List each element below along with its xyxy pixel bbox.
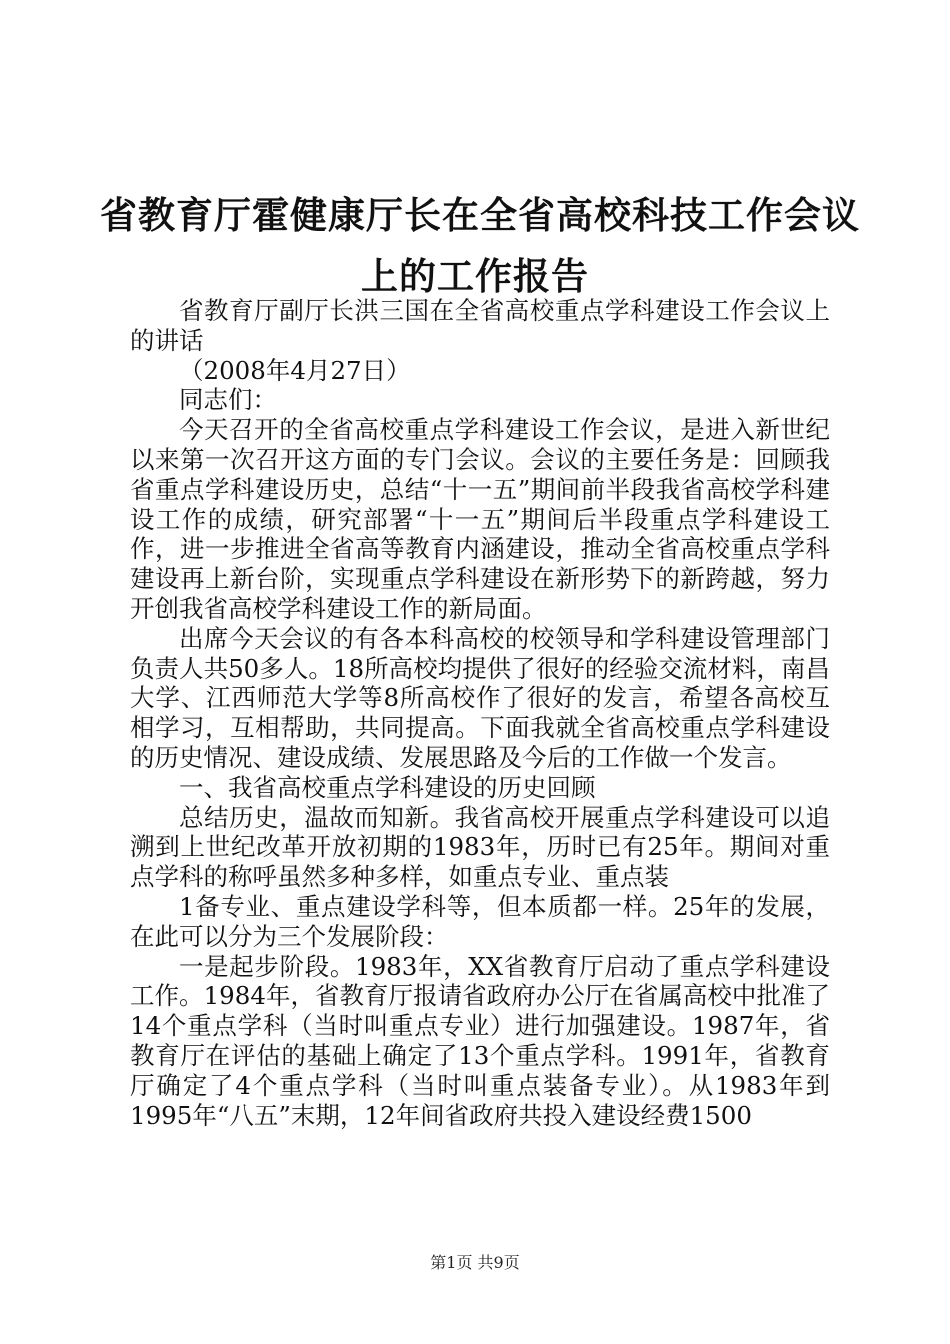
speech-date: （2008年4月27日） [179, 355, 411, 385]
document-body [130, 296, 830, 1130]
body-paragraph: 总结历史，温故而知新。我省高校开展重点学科建设可以追溯到上世纪改革开放初期的1983年，历时已有25年。期间对重点学科的称呼虽然多种多样，如重点专业、重点装 [130, 802, 830, 892]
speech-heading: 省教育厅副厅长洪三国在全省高校重点学科建设工作会议上的讲话 [130, 296, 830, 355]
document-title-line-1: 省教育厅霍健康厅长在全省高校科技工作会议 [100, 193, 860, 237]
body-paragraph: 出席今天会议的有各本科高校的校领导和学科建设管理部门负责人共50多人。18所高校均提供了很好的经验交流材料，南昌大学、江西师范大学等8所高校作了很好的发言，希望各高校互相学习，互相帮助，共同提高。下面我就全省高校重点学科建设的历史情况、建设成绩、发展思路及今后的工作做一个发言。 [130, 623, 830, 772]
body-paragraph: 一是起步阶段。1983年，XX省教育厅启动了重点学科建设工作。1984年，省教育厅报请省政府办公厅在省属高校中批准了14个重点学科（当时叫重点专业）进行加强建设。1987年，省教育厅在评估的基础上确定了13个重点学科。1991年，省教育厅确定了4个重点学科（当时叫重点装备专业）。从1983年到1995年“八五”末期，12年间省政府共投入建设经费1500 [130, 951, 830, 1130]
body-paragraph: 1备专业、重点建设学科等，但本质都一样。25年的发展，在此可以分为三个发展阶段： [130, 891, 830, 951]
document-title-line-2: 上的工作报告 [361, 254, 589, 298]
body-paragraph: 今天召开的全省高校重点学科建设工作会议，是进入新世纪以来第一次召开这方面的专门会议。会议的主要任务是：回顾我省重点学科建设历史，总结“十一五”期间前半段我省高校学科建设工作的成绩，研究部署“十一五”期间后半段重点学科建设工作，进一步推进全省高等教育内涵建设，推动全省高校重点学科建设再上新台阶，实现重点学科建设在新形势下的新跨越，努力开创我省高校学科建设工作的新局面。 [130, 415, 830, 623]
section-heading: 一、我省高校重点学科建设的历史回顾 [179, 772, 596, 802]
page-footer: 第1页 共9页 [430, 1253, 520, 1272]
salutation: 同志们： [179, 385, 277, 415]
